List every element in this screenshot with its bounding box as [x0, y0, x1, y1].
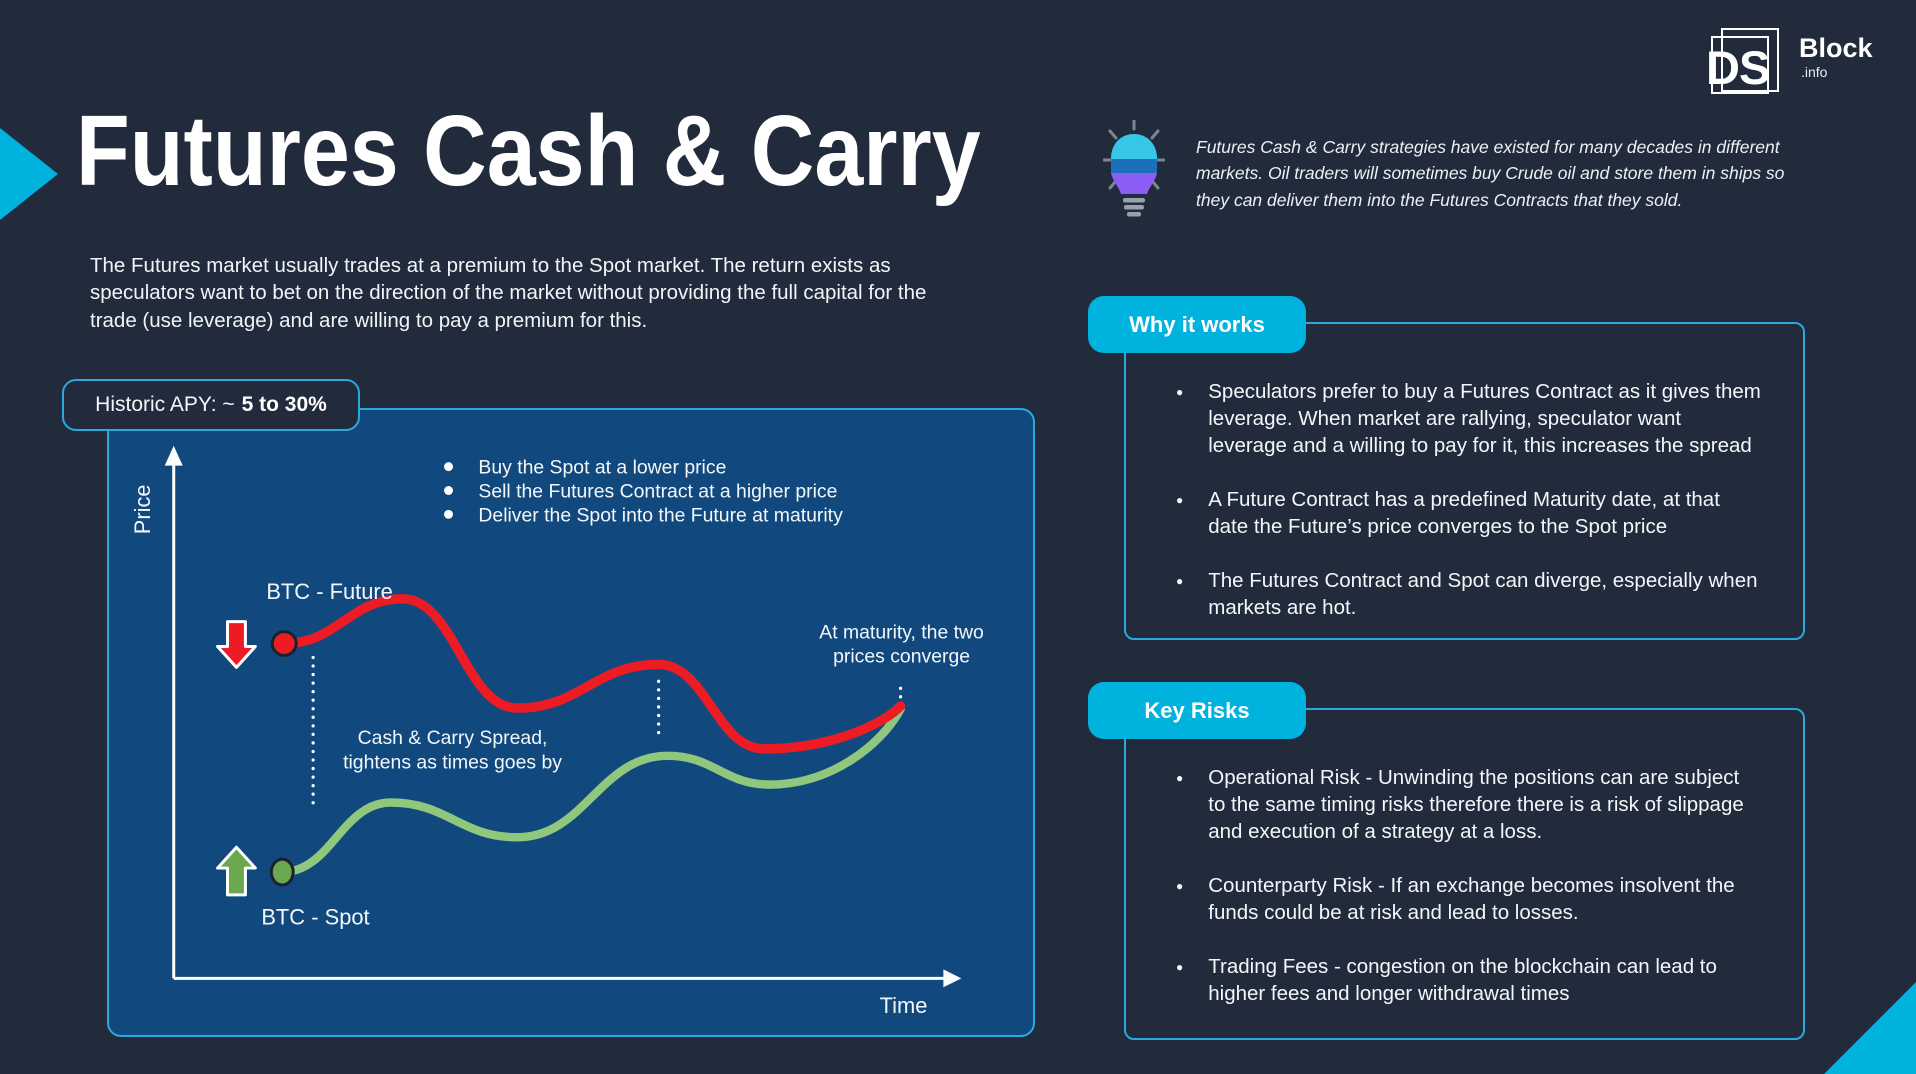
left-accent-triangle [0, 128, 58, 220]
page-title: Futures Cash & Carry [76, 95, 981, 207]
apy-label: Historic APY: ~ [95, 393, 235, 416]
list-item-text: Speculators prefer to buy a Futures Contract as it gives them leverage. When market are rallying, speculator want leverage and a willing to pay for it, this increases the spread [1208, 380, 1761, 458]
bullet-icon: ● [1176, 771, 1184, 785]
bullet-dot [444, 486, 453, 495]
bullet-icon: ● [1176, 385, 1184, 399]
spot-series-label: BTC - Spot [261, 904, 370, 930]
list-item [1176, 567, 1761, 621]
logo-wordmark [1799, 34, 1873, 80]
intro-paragraph: The Futures market usually trades at a premium to the Spot market. The return exists as speculators want to bet on the direction of the market without providing the full capital for the trade (use leverage) and are willing to pay a premium for this. [90, 254, 927, 332]
x-axis-arrowhead [943, 969, 961, 987]
bullet-icon: ● [1176, 879, 1184, 894]
bullet-icon: ● [1176, 960, 1184, 975]
chart-annotation: Buy the Spot at a lower price [478, 456, 727, 479]
key-risks-box [1124, 708, 1805, 1040]
risks-items [1126, 710, 1803, 1007]
list-item-text: Operational Risk - Unwinding the positions can are subject to the same timing risks therefore there is a risk of slippage and execution of a strategy at a loss. [1208, 766, 1744, 844]
list-item [1176, 378, 1761, 459]
maturity-annotation: At maturity, the two [819, 621, 984, 644]
list-item [1176, 872, 1761, 926]
bullet-dot [444, 510, 453, 519]
tip-note: Futures Cash & Carry strategies have existed for many decades in different markets. Oil traders will sometimes buy Crude oil and store them in ships so they can deliver them into the Futures Contracts that they sold. [1196, 137, 1785, 210]
chart-annotation: Sell the Futures Contract at a higher price [478, 480, 838, 503]
up-arrow-icon [218, 847, 256, 895]
bullet-icon: ● [1176, 574, 1184, 589]
x-axis-label: Time [879, 993, 928, 1019]
future-series-label: BTC - Future [266, 578, 393, 604]
chart-panel [107, 408, 1035, 1037]
why-items [1126, 324, 1803, 621]
maturity-annotation: prices converge [833, 645, 971, 668]
key-risks-badge: Key Risks [1088, 682, 1306, 739]
bullet-icon: ● [1176, 493, 1184, 508]
list-item-text: The Futures Contract and Spot can diverge, especially when markets are hot. [1208, 569, 1758, 620]
apy-value: 5 to 30% [241, 393, 327, 416]
chart-annotation: Deliver the Spot into the Future at maturity [478, 504, 843, 527]
brand-logo [1703, 26, 1873, 104]
down-arrow-icon [218, 622, 256, 668]
list-item-text: Trading Fees - congestion on the blockchain can lead to higher fees and longer withdrawal times [1208, 955, 1717, 1006]
why-it-works-box [1124, 322, 1805, 640]
logo-name: Block [1799, 33, 1873, 63]
future-start-dot [272, 632, 296, 656]
list-item [1176, 953, 1761, 1007]
y-axis-label: Price [129, 484, 155, 535]
bullet-dot [444, 462, 453, 471]
list-item-text: A Future Contract has a predefined Maturity date, at that date the Future’s price converges to the Spot price [1208, 488, 1720, 539]
bottom-right-accent-triangle [1824, 982, 1916, 1074]
list-item [1176, 764, 1761, 845]
y-axis-arrowhead [165, 446, 183, 466]
spot-start-dot [271, 859, 293, 885]
list-item-text: Counterparty Risk - If an exchange becomes insolvent the funds could be at risk and lead to losses. [1208, 874, 1735, 925]
list-item [1176, 486, 1761, 540]
logo-monogram: DS [1706, 41, 1770, 94]
why-it-works-badge: Why it works [1088, 296, 1306, 353]
logo-suffix: .info [1801, 63, 1828, 80]
cash-carry-chart [109, 410, 1033, 1035]
spread-annotation: Cash & Carry Spread, [357, 726, 548, 749]
logo-mark [1703, 26, 1795, 104]
spread-annotation: tightens as times goes by [343, 751, 562, 774]
chart-bullet-list [444, 457, 843, 527]
lightbulb-icon [1103, 120, 1165, 235]
historic-apy-badge [62, 379, 360, 431]
